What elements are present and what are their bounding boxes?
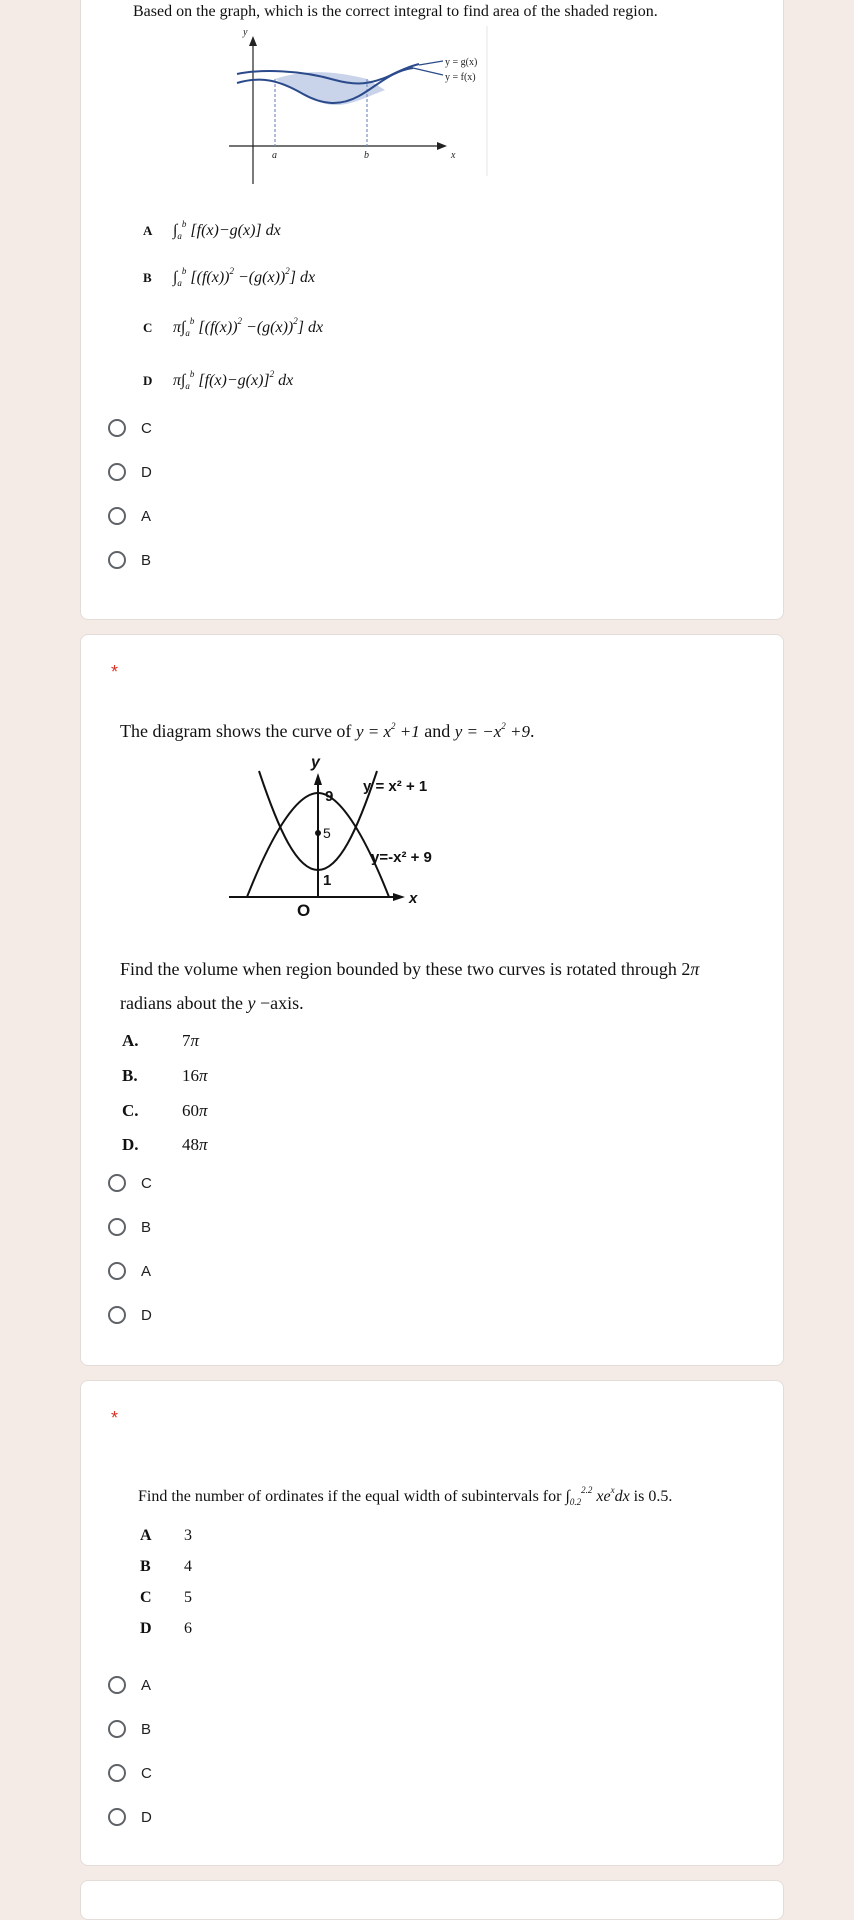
required-asterisk: * <box>111 662 119 682</box>
radio-circle[interactable] <box>108 1306 126 1324</box>
q2-intro: The diagram shows the curve of $y = x^2 +1$ and $y = -x^2 +9$. <box>120 721 535 741</box>
q2-diagram <box>229 751 469 921</box>
g-curve-label: y = g(x) <box>445 57 478 68</box>
radio-circle[interactable] <box>108 1262 126 1280</box>
q1-option-b: B $\int_a^b$ $[(f(x))^2 -(g(x))^2]$ dx <box>143 266 316 288</box>
option-d-expr: $\pi\int_a^b$ $[f(x)-g(x)]^2$ dx <box>173 369 294 391</box>
q1-radio-2[interactable]: D <box>108 458 152 486</box>
x-label: x <box>409 890 418 907</box>
tick-9: 9 <box>325 788 334 805</box>
q3-radio-4[interactable]: D <box>108 1803 152 1831</box>
y-label: y <box>243 27 248 38</box>
x-label: x <box>451 150 456 161</box>
a-label: a <box>272 150 277 161</box>
q3-option-d: D 6 <box>140 1620 192 1637</box>
q3-option-a: A 3 <box>140 1527 192 1544</box>
radio-circle[interactable] <box>108 1174 126 1192</box>
q1-graph <box>221 26 501 186</box>
q1-option-d: D $\pi\int_a^b$ $[f(x)-g(x)]^2$ dx <box>143 369 294 391</box>
q1-radio-3[interactable]: A <box>108 502 151 530</box>
q2-radio-4[interactable]: D <box>108 1301 152 1329</box>
q3-radio-1[interactable]: A <box>108 1671 151 1699</box>
radio-circle[interactable] <box>108 463 126 481</box>
required-asterisk: * <box>111 1408 119 1428</box>
q1-radio-4[interactable]: B <box>108 546 151 574</box>
q2-option-a: A. 7π <box>122 1031 200 1050</box>
q2-radio-1[interactable]: C <box>108 1169 152 1197</box>
radio-circle[interactable] <box>108 1218 126 1236</box>
option-a-expr: $\int_a^b$ [f(x)−g(x)] dx <box>173 219 281 241</box>
q2-radio-2[interactable]: B <box>108 1213 151 1241</box>
option-c-expr: $\pi\int_a^b$ $[(f(x))^2 -(g(x))^2]$ dx <box>173 316 324 338</box>
q2-find-line1: Find the volume when region bounded by these two curves is rotated through 2π <box>120 959 700 979</box>
q1-option-c: C $\pi\int_a^b$ $[(f(x))^2 -(g(x))^2]$ dx <box>143 316 324 338</box>
curve2-label: y=-x² + 9 <box>371 849 432 866</box>
tick-5: 5 <box>323 825 331 841</box>
radio-circle[interactable] <box>108 1676 126 1694</box>
q3-prompt: Find the number of ordinates if the equal width of subintervals for $\int_{0.2}^{2.2}$ $xe^xdx$ is 0.5. <box>138 1485 673 1507</box>
q2-radio-3[interactable]: A <box>108 1257 151 1285</box>
q1-option-a: A $\int_a^b$ [f(x)−g(x)] dx <box>143 219 281 241</box>
b-label: b <box>364 150 369 161</box>
radio-circle[interactable] <box>108 419 126 437</box>
q2-option-b: B. 16π <box>122 1066 208 1085</box>
radio-circle[interactable] <box>108 1808 126 1826</box>
f-curve-label: y = f(x) <box>445 72 476 83</box>
q3-option-b: B 4 <box>140 1558 192 1575</box>
q2-option-c: C. 60π <box>122 1101 208 1120</box>
question-card-2 <box>80 634 784 1366</box>
radio-circle[interactable] <box>108 507 126 525</box>
question-card-1 <box>80 0 784 620</box>
q1-radio-1[interactable]: C <box>108 414 152 442</box>
radio-circle[interactable] <box>108 1720 126 1738</box>
radio-circle[interactable] <box>108 1764 126 1782</box>
q2-option-d: D. 48π <box>122 1135 208 1154</box>
tick-1: 1 <box>323 872 332 889</box>
q3-radio-2[interactable]: B <box>108 1715 151 1743</box>
q3-radio-3[interactable]: C <box>108 1759 152 1787</box>
question-card-3 <box>80 1380 784 1866</box>
origin-label: O <box>297 901 311 920</box>
curve1-label: y = x² + 1 <box>363 778 428 795</box>
q2-find-line2: radians about the y −axis. <box>120 993 304 1013</box>
q1-prompt: Based on the graph, which is the correct integral to find area of the shaded region. <box>133 3 658 20</box>
q3-option-c: C 5 <box>140 1589 192 1606</box>
radio-circle[interactable] <box>108 551 126 569</box>
option-b-expr: $\int_a^b$ $[(f(x))^2 -(g(x))^2]$ dx <box>173 266 316 288</box>
question-card-4-partial <box>80 1880 784 1920</box>
y-label: y <box>311 754 320 771</box>
